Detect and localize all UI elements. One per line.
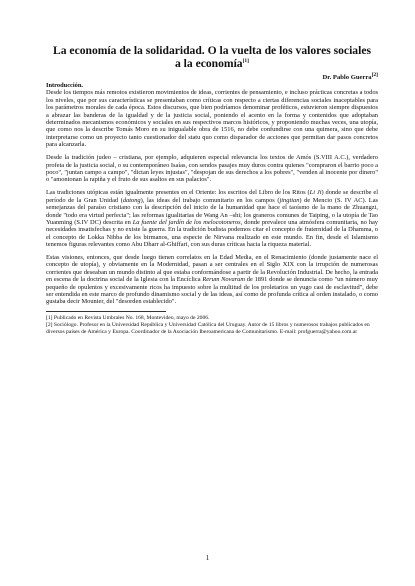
paragraph-3-italic-a: Li Ji [309, 189, 322, 197]
paragraph-1: Desde los tiempos más remotos existieron movimientos de ideas, corrientes de pensamiento, e incluso prácticas concretas a todos los niveles, que por sus características se presentaban como críticas con respecto a ciertas diferencias sociales inaceptables para los parámetros morales de cada época. Estos discursos, que bien podríamos denominar proféticos, estuvieron siempre dispuestos a abrazar las banderas de la igualdad y de la justicia social, poniendo el acento en la forma y contenidos que adoptaban determinados mecanismos económicos y sociales en sus respectivos marcos históricos, y proponiendo muchas veces, una utopía, que como nos la describe Tomás Moro en su inigualable obra de 1516, no debe confundirse con una quimera, sino que debe interpretarse como un proyecto tanto cuestionador del statu quo como disparador de acciones que permitan dar pasos concretos para alcanzarla. [46, 89, 378, 149]
author-name: Dr. Pablo Guerra [322, 74, 372, 81]
paragraph-3-text-c: ), las ideas del trabajo comunitario en los campos ( [140, 196, 280, 204]
paragraph-2: Desde la tradición judeo – cristiana, por ejemplo, adquieren especial relevancia los textos de Amós (S.VIII A.C.), verdadero profeta de la justicia social, o su contemporáneo Isaías, con sendos pasajes muy duros contra quienes "compraron el barrio poco a poco", "juntan campo a campo", "dictan leyes injustas", "despojan de sus derechos a los pobres", "venden al inocente por dinero" o "amontonan la rapiña y el fruto de sus asaltos en sus palacios". [46, 154, 378, 184]
paragraph-3-italic-b: datong [122, 196, 141, 204]
author-line [46, 71, 378, 82]
paragraph-3-text-b: ) donde se describe el período de la Gran Unidad ( [46, 189, 378, 204]
page-number: 1 [205, 554, 210, 562]
paragraph-4-text-b: de 1891 donde se denuncia como "un número muy pequeño de opulentos y excesivamente ricos ha impuesto sobre la multitud de los proletarios un yugo casi de esclavitud", debe ser entendida en este marco de profundo dinamismo social y de las ideas, así como de profunda crítica al orden instalado, o como gustaba decir Mounier, del "desorden establecido". [46, 276, 378, 306]
paragraph-3-text-a: Las tradiciones utópicas están igualmente presentes en el Oriente: los escritos del Libro de los Ritos ( [46, 189, 310, 197]
author-footnote-ref[interactable]: [2] [371, 71, 378, 78]
paragraph-3-italic-d: La fuente del jardín de los melocotoneros [132, 218, 241, 226]
paragraph-4 [46, 254, 378, 306]
document-title [46, 44, 378, 70]
paragraph-3-text-e: , donde prevalece una atmósfera comunitaria, no hay necesidades insatisfechas y no existe la guerra. En la tradición budista podemos citar el concepto de fraternidad de la Dhamma, o el concepto de Lokka Nibba de los birmanos, una especie de Nirvana realizado en este mundo. En fin, desde el Islamismo tenemos figuras relevantes como Abu Dharr al-Ghiffari, con sus duras críticas hacia la riqueza material. [46, 218, 378, 249]
paragraph-4-italic-a: Rerum Novarum [202, 276, 245, 284]
title-footnote-ref[interactable]: [1] [242, 58, 250, 65]
paragraph-3-text-d: ) de Mencio (S. IV AC). Las semejanzas del paraíso cristiano con la descripción del inicio de la humanidad que hace el taoísmo de la mano de Zhuangzi, donde "todo era virtud perfecta"; las reformas igualitarias de Wang An –shi; los graneros comunes de Taiping, o la utopía de Tao Yuanming (S.IV DC) descrita en [46, 196, 379, 226]
paragraph-3 [46, 189, 378, 248]
footnote-2: [2] Sociólogo. Profesor en la Universidad República y Universidad Católica del Uruguay. Autor de 15 libros y numerosos trabajos publicados en diversos países de América y Europa. Coordinador de la Asociación Iberoamericana de Comunitarismo. E-mail: profguerra@yahoo.com.ar [46, 321, 370, 335]
footnote-1: [1] Publicado en Revista Umbrales No. 168, Montevideo, mayo de 2006. [46, 315, 210, 322]
title-line-2-text: a la economía [174, 57, 243, 70]
footnote-divider [46, 311, 166, 312]
paragraph-3-italic-c: jingtian [279, 196, 300, 204]
title-line-1: La economía de la solidaridad. O la vuelta de los valores sociales [53, 44, 371, 57]
title-line-2 [46, 57, 378, 70]
section-heading: Introducción. [46, 82, 83, 89]
paragraph-4-text-a: Estas visiones, entonces, que desde luego tienen correlatos en la Edad Media, en el Renacimiento (donde justamente nace el concepto de utopía), y obviamente en la Modernidad, pasan a ser centrales en el Siglo XIX con la irrupción de numerosas corrientes que deseaban un mundo distinto al que estaba conformándose a partir de la Revolución Industrial. De hecho, la entrada en escena de la doctrina social de la Iglesia con la Encíclica [46, 254, 378, 284]
